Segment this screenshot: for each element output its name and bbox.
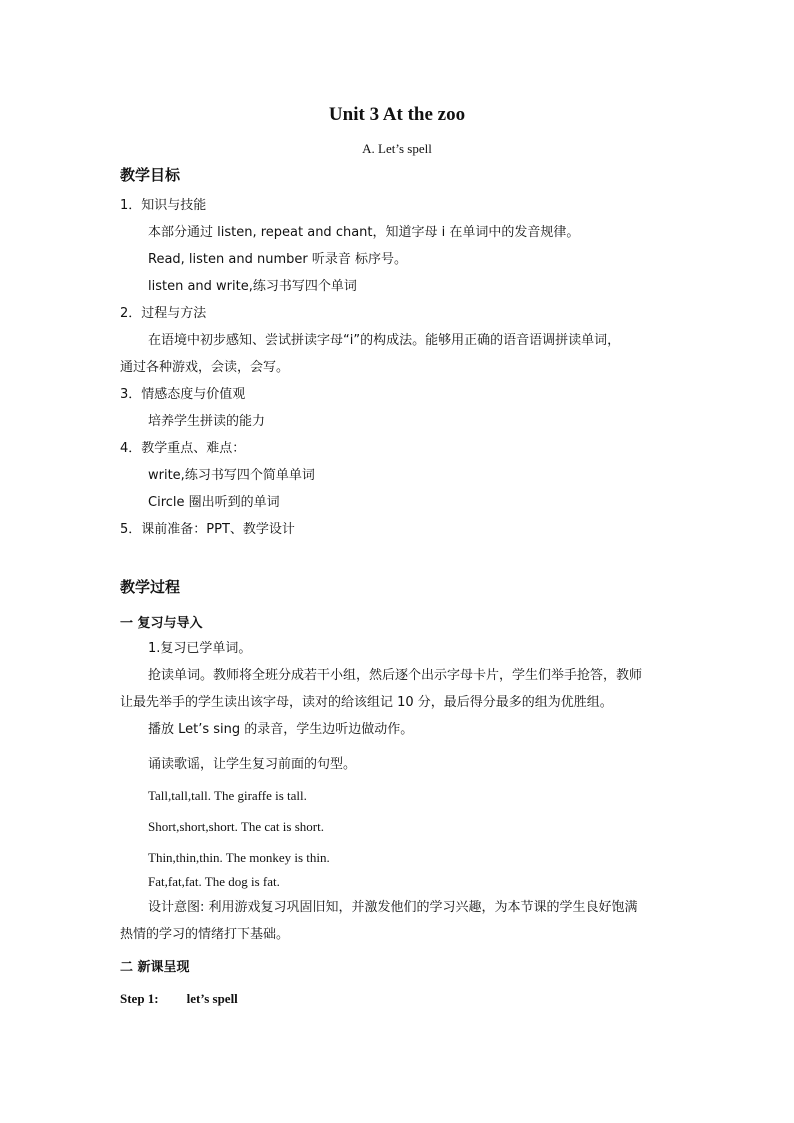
- chant-line: Thin,thin,thin. The monkey is thin.: [148, 850, 330, 865]
- objective-item: 2．过程与方法: [120, 306, 207, 321]
- paragraph-line: 设计意图: 利用游戏复习巩固旧知，并激发他们的学习兴趣，为本节课的学生良好饱满: [148, 900, 638, 915]
- page-title: Unit 3 At the zoo: [328, 104, 466, 125]
- chant-line: Tall,tall,tall. The giraffe is tall.: [148, 788, 307, 803]
- objective-item: 培养学生拼读的能力: [148, 414, 266, 429]
- objective-item: Read, listen and number 听录音 标序号。: [148, 252, 407, 267]
- paragraph-line: 让最先举手的学生读出该字母，读对的给该组记 10 分，最后得分最多的组为优胜组。: [120, 695, 613, 710]
- objective-item: listen and write,练习书写四个单词: [148, 279, 357, 294]
- section-heading-objectives: 教学目标: [120, 166, 181, 184]
- paragraph-line: 1.复习已学单词。: [148, 641, 252, 656]
- objective-item: 4．教学重点、难点：: [120, 441, 246, 456]
- paragraph-line: 播放 Let’s sing 的录音，学生边听边做动作。: [148, 722, 414, 737]
- chant-line: Short,short,short. The cat is short.: [148, 819, 324, 834]
- page-subtitle: A. Let’s spell: [362, 141, 432, 156]
- step-number: Step 1:: [120, 991, 159, 1006]
- subsection-heading-new-lesson: 二 新课呈现: [120, 960, 190, 975]
- objective-item: write,练习书写四个简单单词: [148, 468, 315, 483]
- objective-item: 1．知识与技能: [120, 198, 207, 213]
- objective-item: 本部分通过 listen, repeat and chant，知道字母 i 在单词中的发音规律。: [148, 225, 580, 240]
- paragraph-line: 热情的学习的情绪打下基础。: [120, 927, 290, 942]
- subsection-heading-review: 一 复习与导入: [120, 616, 203, 631]
- objective-item: Circle 圈出听到的单词: [148, 495, 280, 510]
- step-label: [120, 990, 238, 1008]
- objective-item: 在语境中初步感知、尝试拼读字母“i”的构成法。能够用正确的语音语调拼读单词，: [148, 333, 621, 348]
- step-text: let’s spell: [186, 991, 238, 1006]
- objective-item: 5．课前准备：PPT、教学设计: [120, 522, 295, 537]
- paragraph-line: 抢读单词。教师将全班分成若干小组，然后逐个出示字母卡片，学生们举手抢答，教师: [148, 668, 643, 683]
- paragraph-line: 诵读歌谣，让学生复习前面的句型。: [148, 757, 357, 772]
- objective-item: 3．情感态度与价值观: [120, 387, 246, 402]
- objective-item: 通过各种游戏，会读，会写。: [120, 360, 290, 375]
- chant-line: Fat,fat,fat. The dog is fat.: [148, 874, 280, 889]
- section-heading-process: 教学过程: [120, 578, 181, 596]
